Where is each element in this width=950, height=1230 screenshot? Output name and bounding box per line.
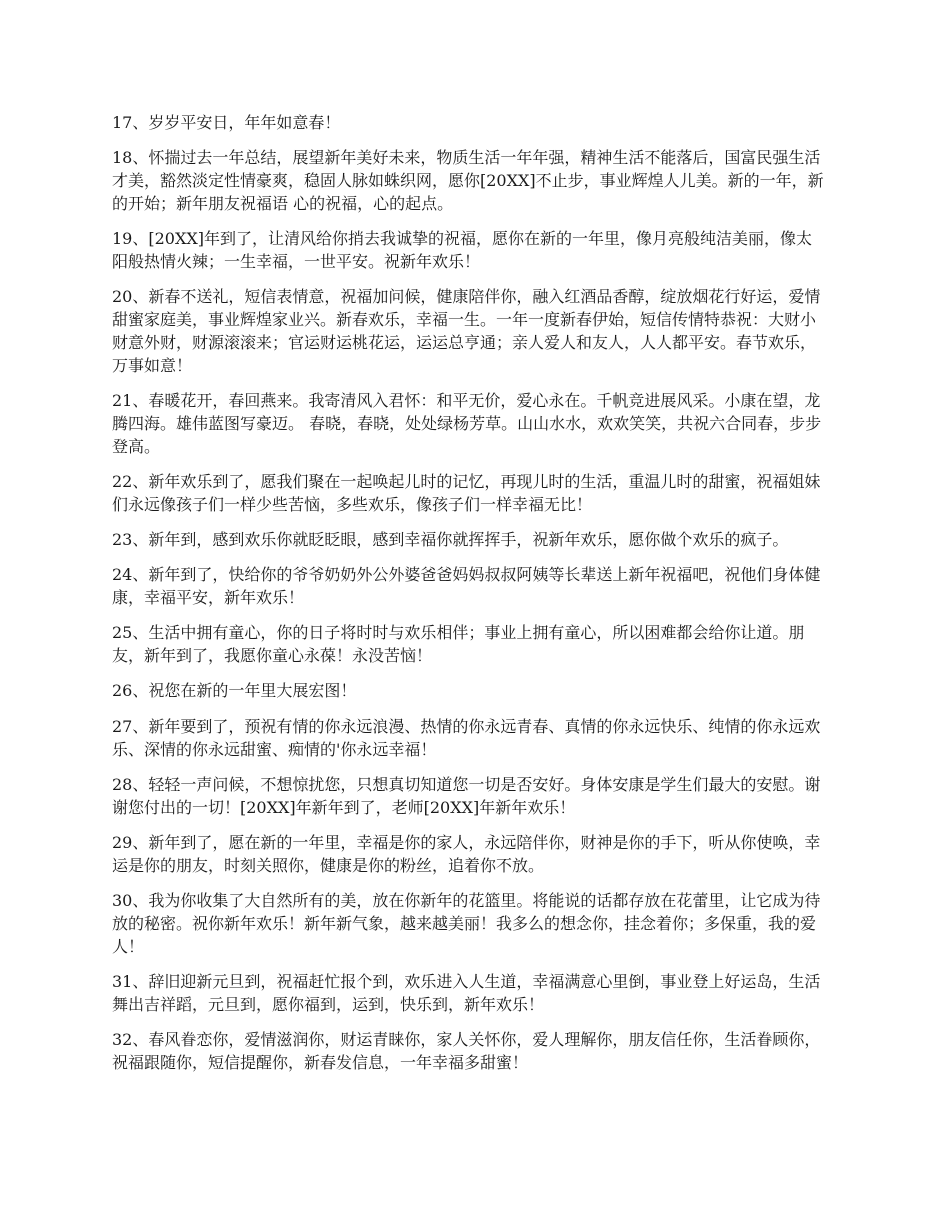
paragraph-26: 26、祝您在新的一年里大展宏图！ (112, 681, 357, 701)
paragraph-21: 21、春暖花开，春回燕来。我寄清风入君怀：和平无价，爱心永在。千帆竞进展风采。小康在望，龙腾四海。雄伟蓝图写豪迈。 春晓，春晓，处处绿杨芳草。山山水水，欢欢笑笑，共祝六合同春，步步登高。 (112, 390, 822, 456)
paragraph-17: 17、岁岁平安日，年年如意春！ (112, 113, 341, 132)
paragraph-29: 29、新年到了，愿在新的一年里，幸福是你的家人，永远陪伴你，财神是你的手下，听从你使唤，幸运是你的朋友，时刻关照你，健康是你的粉丝，追着你不放。 (112, 832, 821, 875)
paragraph-27: 27、新年要到了，预祝有情的你永远浪漫、热情的你永远青春、真情的你永远快乐、纯情的你永远欢乐、深情的你永远甜蜜、痴情的'你永远幸福！ (112, 716, 821, 759)
paragraph-30: 30、我为你收集了大自然所有的美，放在你新年的花篮里。将能说的话都存放在花蕾里，让它成为待放的秘密。祝你新年欢乐！新年新气象，越来越美丽！我多么的想念你，挂念着你；多保重，我的爱人！ (112, 891, 821, 956)
paragraph-20: 20、新春不送礼，短信表情意，祝福加问候，健康陪伴你，融入红酒品香醇，绽放烟花行好运，爱情甜蜜家庭美，事业辉煌家业兴。新春欢乐，幸福一生。一年一度新春伊始，短信传情特恭祝：大财小财意外财，财源滚滚来；官运财运桃花运，运运总亨通；亲人爱人和友人，人人都平安。春节欢乐，万事如意！ (112, 287, 821, 375)
document-page (112, 112, 827, 1087)
paragraph-32: 32、春风眷恋你，爱情滋润你，财运青睐你，家人关怀你，爱人理解你，朋友信任你，生活眷顾你，祝福跟随你，短信提醒你，新春发信息，一年幸福多甜蜜！ (112, 1030, 821, 1072)
paragraph-25: 25、生活中拥有童心，你的日子将时时与欢乐相伴；事业上拥有童心，所以困难都会给你让道。朋友，新年到了，我愿你童心永葆！永没苦恼！ (112, 623, 805, 666)
paragraph-22: 22、新年欢乐到了，愿我们聚在一起唤起儿时的记忆，再现儿时的生活，重温儿时的甜蜜，祝福姐妹们永远像孩子们一样少些苦恼，多些欢乐，像孩子们一样幸福无比！ (112, 471, 821, 514)
paragraph-19: 19、[20XX]年到了，让清风给你捎去我诚挚的祝福，愿你在新的一年里，像月亮般纯洁美丽，像太阳般热情火辣；一生幸福，一世平安。祝新年欢乐！ (112, 229, 812, 271)
paragraph-24: 24、新年到了，快给你的爷爷奶奶外公外婆爸爸妈妈叔叔阿姨等长辈送上新年祝福吧，祝他们身体健康，幸福平安，新年欢乐！ (112, 565, 821, 608)
paragraph-31: 31、辞旧迎新元旦到，祝福赶忙报个到，欢乐进入人生道，幸福满意心里倒，事业登上好运岛，生活舞出吉祥蹈，元旦到，愿你福到，运到，快乐到，新年欢乐！ (112, 971, 821, 1014)
paragraph-23: 23、新年到，感到欢乐你就眨眨眼，感到幸福你就挥挥手，祝新年欢乐，愿你做个欢乐的疯子。 (112, 529, 789, 549)
paragraph-18: 18、怀揣过去一年总结，展望新年美好未来，物质生活一年年强，精神生活不能落后，国富民强生活才美，豁然淡定性情豪爽，稳固人脉如蛛织网，愿你[20XX]不止步，事业辉煌人儿美。新的一年，新的开始；新年朋友祝福语 心的祝福，心的起点。 (112, 148, 824, 213)
paragraph-28: 28、轻轻一声问候，不想惊扰您，只想真切知道您一切是否安好。身体安康是学生们最大的安慰。谢谢您付出的一切！[20XX]年新年到了，老师[20XX]年新年欢乐！ (112, 774, 821, 817)
